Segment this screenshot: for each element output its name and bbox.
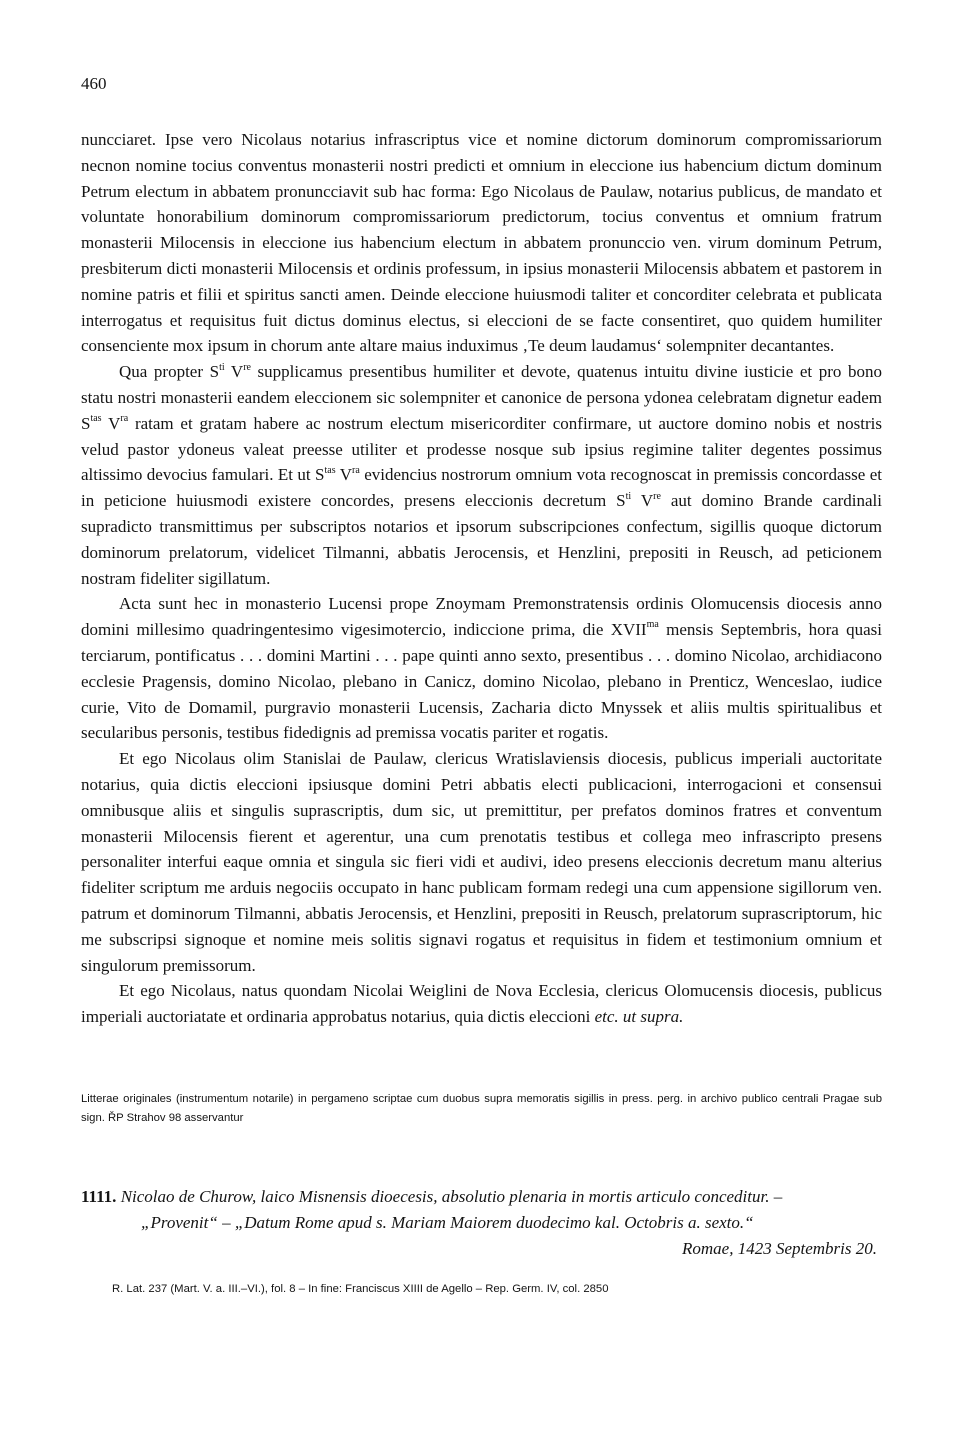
italic-run: etc. ut supra.: [594, 1007, 684, 1027]
superscript: ra: [120, 413, 129, 425]
superscript: re: [653, 490, 661, 502]
document-body: [81, 127, 882, 1030]
superscript: tas: [324, 464, 336, 476]
text-run: mensis Septembris, hora quasi terciarum, pontificatus . . . domini Martini . . . pape quinti anno sexto, presentibus . . . domino Nicolao, archidiacono ecclesie Pragensis, domino Nicolao, plebano in Canicz, domino Nicolao, plebano in Prenticz, Wenceslao, iudice curie, Vito de Domamil, purgravio monasterii Lucensis, Zacharia dicto Mnyssek et aliis multis spiritualibus et secularibus personis, testibus fidedignis ad premissa vocatis pariter et rogatis.: [81, 620, 882, 743]
text-run: V: [101, 413, 121, 433]
superscript: ra: [352, 464, 360, 476]
paragraph-3: [81, 591, 882, 746]
superscript: ti: [625, 490, 632, 502]
text-run: ratam et gratam habere ac nostrum electum misericorditer confirmare, ut auctore domino nobis et nostris velud pastor ydoneus valeat preesse utiliter et prodesse nosque sub ipsius regimine taliter degentes possimus altissimo devocius famulari. Et ut S: [81, 413, 882, 485]
regest-summary-line: [81, 1184, 882, 1210]
text-run: V: [335, 465, 352, 485]
superscript: re: [243, 361, 251, 373]
text-run: Qua propter S: [119, 362, 220, 382]
superscript: ma: [646, 619, 659, 631]
paragraph-1: nuncciaret. Ipse vero Nicolaus notarius infrascriptus vice et nomine dictorum dominorum compromissariorum necnon nomine tocius conventus monasterii nostri predicti et omnium in eleccione ius habencium dictum dominum Petrum electum in abbatem pronuncciavit sub hac forma: Ego Nicolaus de Paulaw, notarius publicus, de mandato et voluntate honorabilium dominorum compromissariorum predictorum, tocius conventus et omnium fratrum monasterii Milocensis in eleccione ius habencium electum in abbatem pronunccio ven. virum dominum Petrum, presbiterum dicti monasterii Milocensis et ordinis professum, in ipsius monasterii Milocensis abbatem et pastorem in nomine patris et filii et spiritus sancti amen. Deinde eleccione huiusmodi taliter et concorditer celebrata et publicata interrogatus et requisitus fuit dictus dominus electus, si eleccioni de se facte consentiret, quo quidem humiliter consenciente mox ipsum in chorum ante altare maius induximus ‚Te deum laudamus‘ solempniter decantantes.: [81, 130, 882, 356]
paragraph-2: [81, 359, 882, 591]
text-run: Acta sunt hec in monasterio Lucensi prope Znoymam Premonstratensis ordinis Olomucensis diocesis anno domini millesimo quadringentesimo vigesimotercio, indiccione prima, die XVII: [81, 594, 882, 640]
superscript: tas: [90, 413, 102, 425]
paragraph-4: Et ego Nicolaus olim Stanislai de Paulaw, clericus Wratislaviensis diocesis, publicus imperiali auctoritate notarius, quia dictis eleccioni ipsiusque domini Petri abbatis electi publicacioni, interrogacioni et consensui omnibusque aliis et singulis suprascriptis, dum sic, ut premittitur, per prefatos dominos fratres et conventum monasterii Milocensis fierent et agerentur, una cum prenotatis testibus et collega meo infrascripto presens personaliter interfui eaque omnia et singula sic fieri vidi et audivi, ideo presens eleccionis decretum manu alterius fideliter scriptum me arduis negociis occupato in hanc publicam formam redegi una cum appensione sigillorum ven. patrum et dominorum Tilmanni, abbatis Jerocensis, et Henzlini, prepositi in Reusch, prelatorum suprascriptorum, hic me subscripsi signoque et nomine meis solitis signavi rogatus et requisitus in fidem et testimonium omnium et singulorum premissorum.: [81, 749, 882, 975]
archival-note: Litterae originales (instrumentum notarile) in pergameno scriptae cum duobus supra memoratis sigillis in press. perg. in archivo publico centrali Pragae sub sign. ŘP Strahov 98 asservantur: [81, 1093, 882, 1124]
superscript: ti: [219, 361, 225, 373]
paragraph-5: [81, 978, 882, 1030]
regest-quote: „Provenit“ – „Datum Rome apud s. Mariam Maiorem duodecimo kal. Octobris a. sexto.“: [141, 1212, 754, 1232]
regest-summary: Nicolao de Churow, laico Misnensis dioecesis, absolutio plenaria in mortis articulo conceditur. –: [120, 1187, 783, 1206]
regest-number: 1111.: [81, 1187, 117, 1206]
source-reference: R. Lat. 237 (Mart. V. a. III.–VI.), fol. 8 – In fine: Franciscus XIIII de Agello – Rep. Germ. IV, col. 2850: [112, 1283, 609, 1295]
text-run: evidencius nostrorum omnium vota recognoscat in premissis concordasse et in peticione huiusmodi existere concordes, presens eleccionis decretum S: [81, 465, 882, 511]
text-run: V: [224, 362, 244, 382]
page-number: 460: [81, 74, 107, 93]
text-run: aut domino Brande cardinali supradicto transmittimus per subscriptos notarios et ipsorum subscripciones confectum, sigillis quoque dictorum dominorum prelatorum, videlicet Tilmanni, abbatis Jerocensis, et Henzlini, prepositi in Reusch, ad peticionem nostram fideliter sigillatum.: [81, 491, 882, 588]
regest-place-date: Romae, 1423 Septembris 20.: [681, 1238, 877, 1258]
text-run: supplicamus presentibus humiliter et devote, quatenus intuitu divine iusticie et pro bono statu nostri monasterii eandem eleccionem sic solempniter et canonice de persona ydonea celebratam dignetur eadem S: [81, 362, 882, 433]
text-run: V: [631, 491, 654, 511]
regest-entry: [81, 1184, 882, 1261]
text-run: Et ego Nicolaus, natus quondam Nicolai Weiglini de Nova Ecclesia, clericus Olomucensis diocesis, publicus imperiali auctoriatate et ordinaria approbatus notarius, quia dictis eleccioni: [81, 981, 882, 1027]
